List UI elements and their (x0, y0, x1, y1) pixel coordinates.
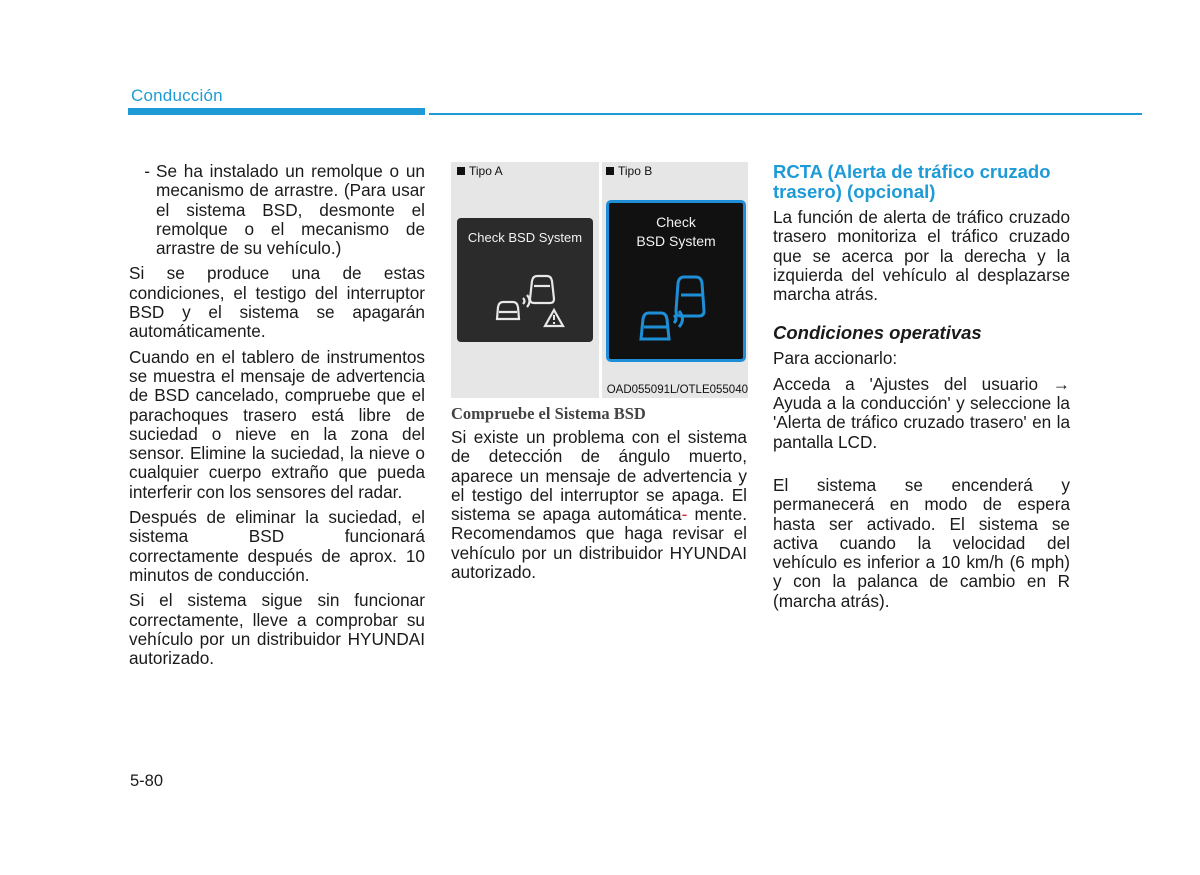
paragraph-text-part-1: Si existe un problema con el sistema de detección de ángulo muerto, aparece un mensaje de advertencia y el testigo del interruptor se apaga. El sistema se apaga automática (451, 427, 747, 525)
paragraph: La función de alerta de tráfico cruzado trasero monitoriza el tráfico cruzado que se acerca por la derecha y la izquierda del vehículo al desplazarse marcha atrás. (773, 207, 1070, 305)
figure-caption: Compruebe el Sistema BSD (451, 404, 646, 423)
bsd-cars-icon (637, 269, 717, 349)
bullet-text: Se ha instalado un remolque o un mecanismo de arrastre. (Para usar el sistema BSD, desmonte el remolque o el mecanismo de arrastre de su vehículo.) (156, 161, 425, 259)
paragraph-text-part-2: mente. Recomendamos que haga revisar el vehículo por un distribuidor HYUNDAI autorizado. (451, 504, 747, 583)
warning-message-a: Check BSD System (467, 230, 583, 245)
paragraph: Para accionarlo: (773, 348, 898, 369)
label-type-b-text: Tipo B (618, 164, 653, 178)
paragraph: Si el sistema sigue sin funcionar correctamente, lleve a comprobar su vehículo por un distribuidor HYUNDAI autorizado. (129, 590, 425, 669)
warning-line-1: Check (656, 214, 696, 230)
warning-line-2: BSD System (636, 233, 716, 249)
square-bullet-icon (457, 167, 465, 175)
left-column (129, 162, 425, 674)
figure-code: OAD055091L/OTLE055040 (606, 384, 748, 396)
bullet-dash: - (144, 161, 150, 181)
label-type-a (457, 164, 503, 178)
figure-divider (599, 162, 602, 398)
warning-message-b (609, 213, 743, 251)
paragraph: Después de eliminar la suciedad, el sistema BSD funcionará correctamente después de aprox. 10 minutos de conducción. (129, 507, 425, 585)
section-title: Conducción (131, 86, 223, 105)
paragraph (451, 428, 747, 582)
conditions-subheading: Condiciones operativas (773, 322, 982, 344)
list-item (129, 162, 425, 258)
cluster-display-type-a (457, 218, 593, 342)
paragraph: Cuando en el tablero de instrumentos se muestra el mensaje de advertencia de BSD cancelado, compruebe que el parachoques trasero está libre de suciedad o nieve en la zona del sensor. Elimine la suciedad, la nieve o cualquier cuerpo extraño que pueda interferir con los sensores del radar. (129, 346, 425, 502)
cluster-display-type-b (606, 200, 746, 362)
bsd-figure (451, 162, 748, 398)
header-rule-thick (128, 108, 425, 115)
square-bullet-icon (606, 167, 614, 175)
paragraph: El sistema se encenderá y permanecerá en modo de espera hasta ser activado. El sistema se activa cuando la velocidad del vehículo es inferior a 10 km/h (6 mph) y con la palanca de cambio en R (marcha atrás). (773, 474, 1070, 611)
label-type-a-text: Tipo A (469, 164, 503, 178)
rcta-heading: RCTA (Alerta de tráfico cruzado trasero) (opcional) (773, 161, 1051, 202)
hyphen-mark: - (681, 504, 688, 525)
bsd-cars-warning-icon (493, 272, 573, 330)
paragraph: Si se produce una de estas condiciones, el testigo del interruptor BSD y el sistema se apagarán automáticamente. (129, 263, 425, 342)
paragraph: Acceda a 'Ajustes del usuario → Ayuda a la conducción' y seleccione la 'Alerta de tráfico cruzado trasero' en la pantalla LCD. (773, 373, 1070, 452)
middle-column (451, 428, 747, 588)
page-number: 5-80 (130, 772, 164, 790)
header-rule-thin (429, 113, 1142, 115)
right-column (773, 162, 1070, 617)
label-type-b (606, 164, 652, 178)
spacer (773, 458, 1070, 476)
